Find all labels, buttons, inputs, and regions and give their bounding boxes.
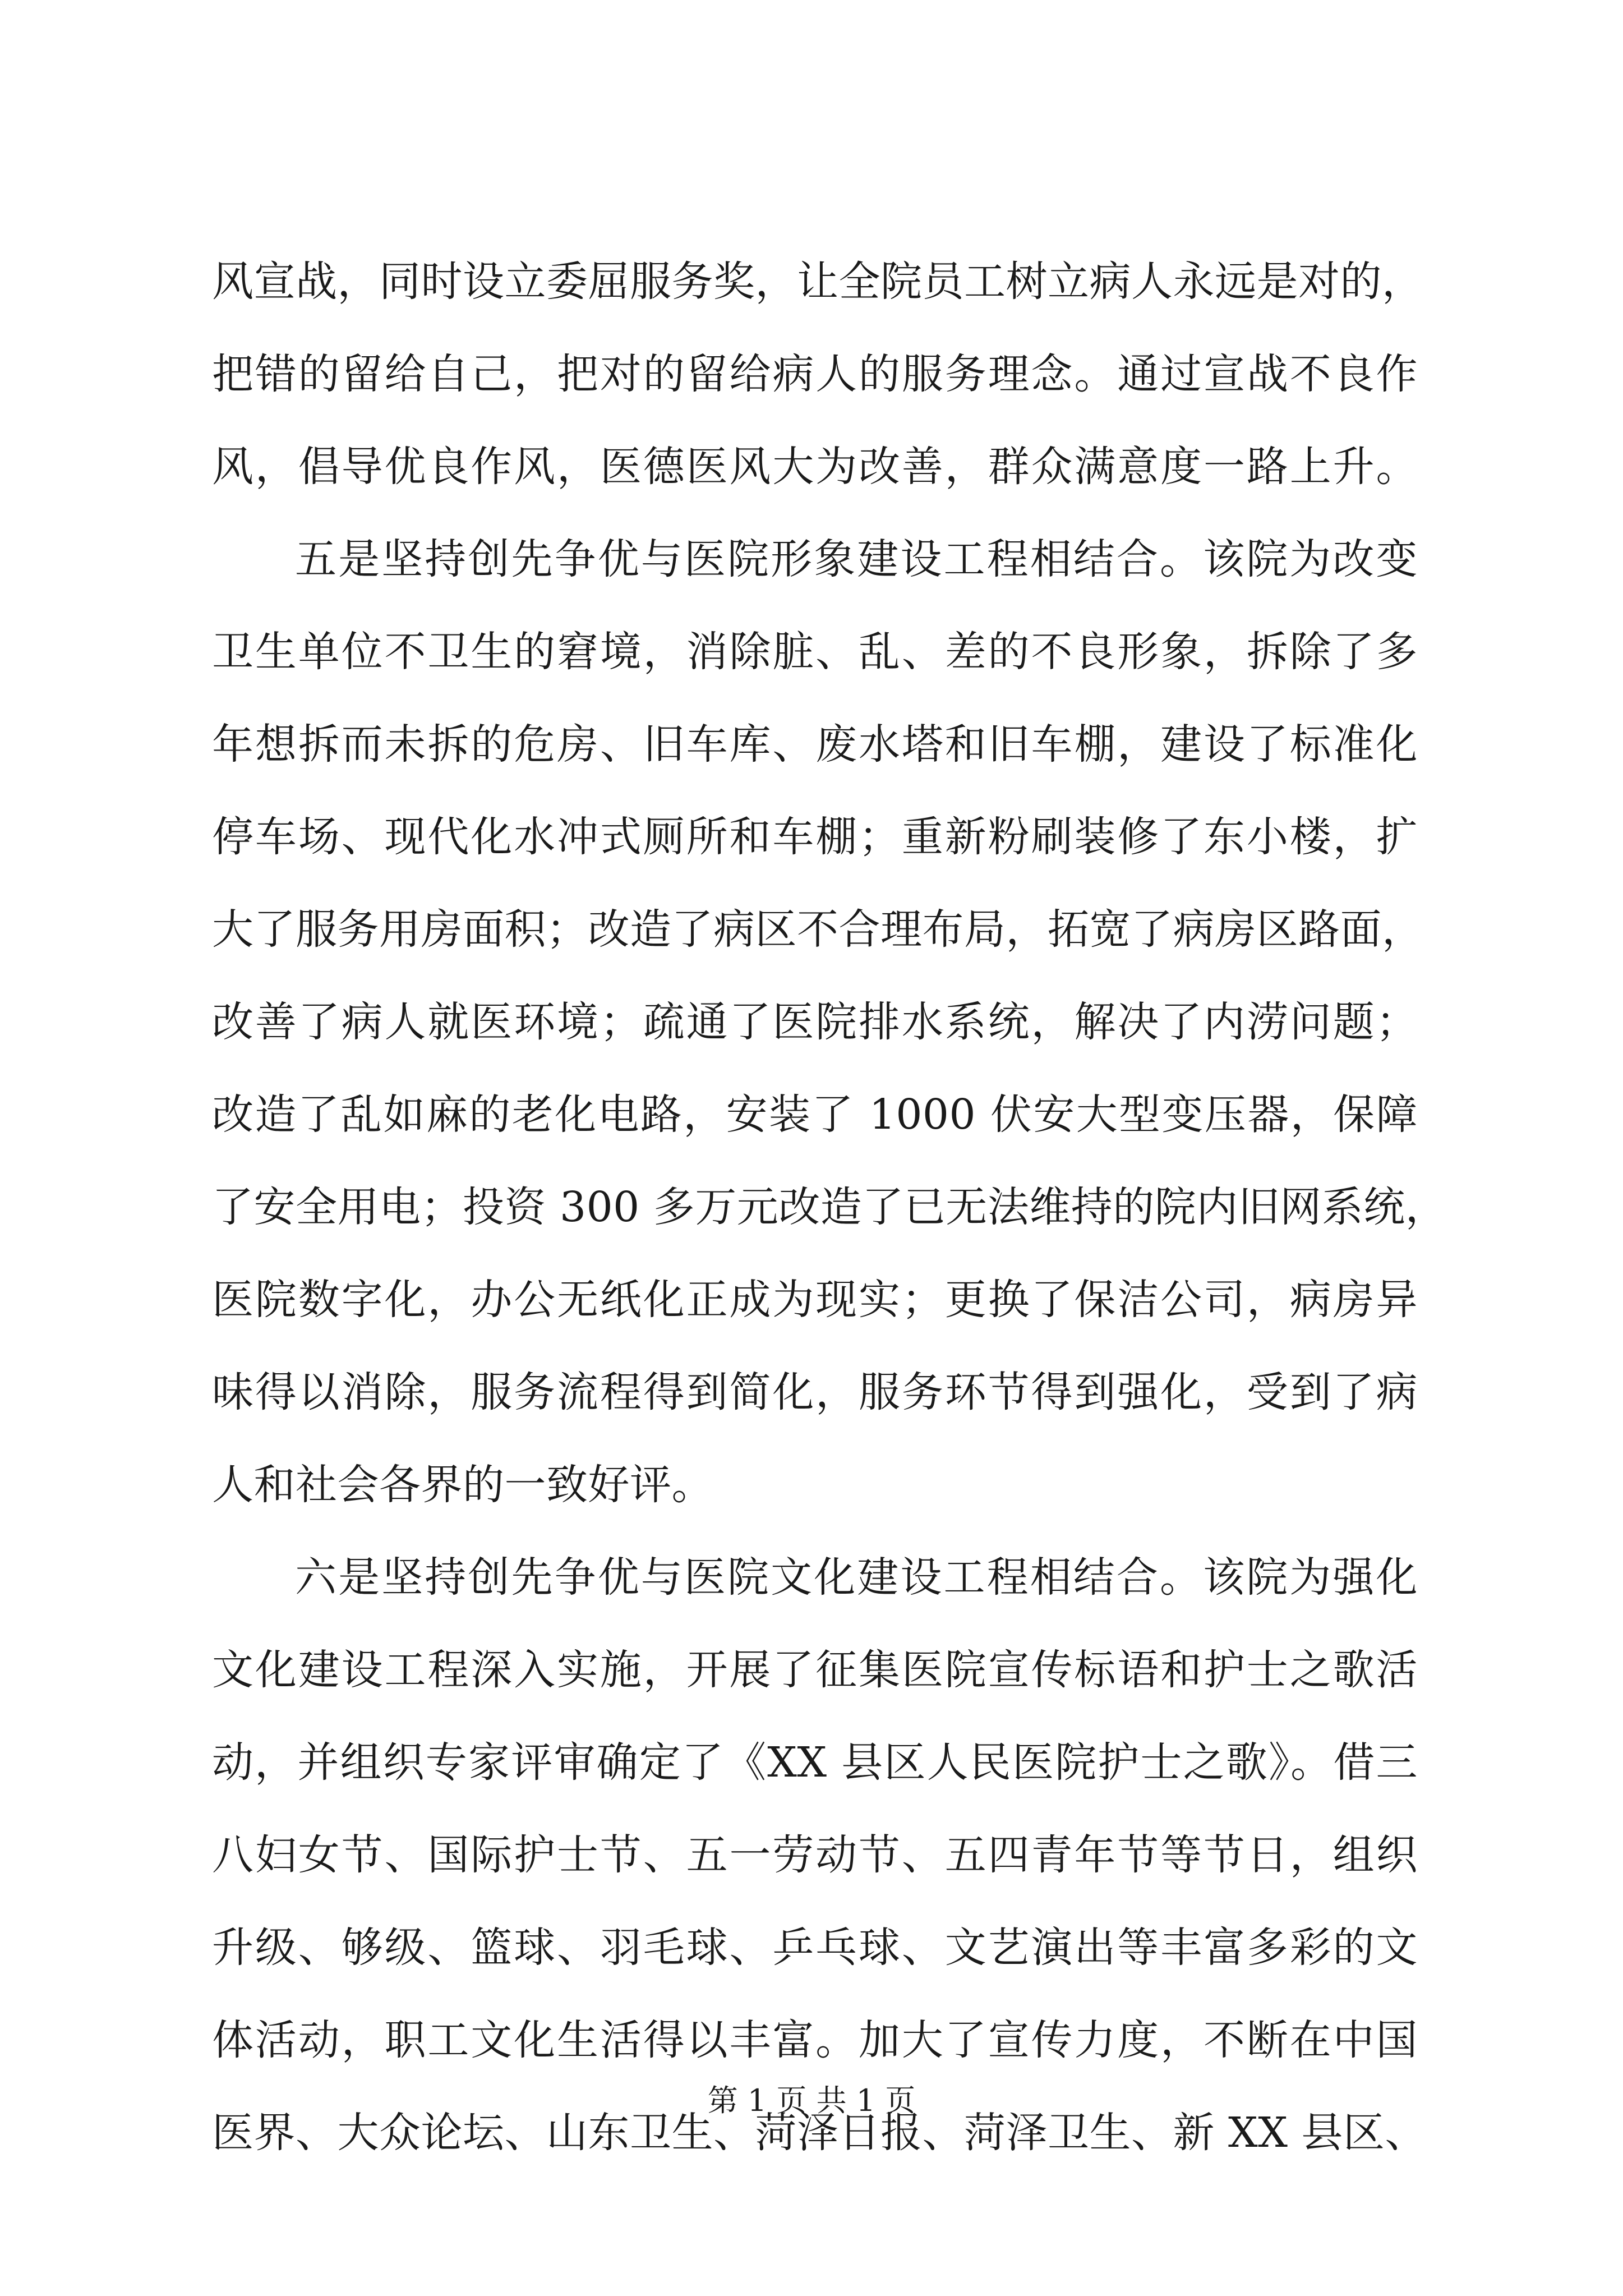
text-line: 动，并组织专家评审确定了《XX 县区人民医院护士之歌》。借三 — [212, 1738, 1418, 1787]
text-line: 了安全用电；投资 300 多万元改造了已无法维持的院内旧网系统， — [212, 1183, 1447, 1231]
text-line: 停车场、现代化水冲式厕所和车棚；重新粉刷装修了东小楼，扩 — [212, 813, 1418, 861]
text-line: 味得以消除，服务流程得到简化，服务环节得到强化，受到了病 — [212, 1368, 1418, 1416]
text-line: 改造了乱如麻的老化电路，安装了 1000 伏安大型变压器，保障 — [212, 1091, 1418, 1139]
text-line: 医界、大众论坛、山东卫生、菏泽日报、菏泽卫生、新 XX 县区、 — [212, 2109, 1427, 2157]
document-body — [212, 236, 1447, 2179]
text-line: 卫生单位不卫生的窘境，消除脏、乱、差的不良形象，拆除了多 — [212, 628, 1418, 676]
text-line: 升级、够级、篮球、羽毛球、乒乓球、文艺演出等丰富多彩的文 — [212, 1924, 1418, 1972]
text-line: 改善了病人就医环境；疏通了医院排水系统，解决了内涝问题； — [212, 998, 1418, 1046]
text-line: 大了服务用房面积；改造了病区不合理布局，拓宽了病房区路面， — [212, 905, 1424, 954]
text-line: 人和社会各界的一致好评。 — [212, 1461, 713, 1509]
text-line: 把错的留给自己，把对的留给病人的服务理念。通过宣战不良作 — [212, 350, 1418, 398]
text-line: 五是坚持创先争优与医院形象建设工程相结合。该院为改变 — [295, 535, 1418, 583]
text-line: 年想拆而未拆的危房、旧车库、废水塔和旧车棚，建设了标准化 — [212, 720, 1418, 769]
text-line: 文化建设工程深入实施，开展了征集医院宣传标语和护士之歌活 — [212, 1646, 1418, 1694]
text-line: 六是坚持创先争优与医院文化建设工程相结合。该院为强化 — [295, 1553, 1418, 1602]
text-line: 体活动，职工文化生活得以丰富。加大了宣传力度，不断在中国 — [212, 2016, 1418, 2064]
text-line: 医院数字化，办公无纸化正成为现实；更换了保洁公司，病房异 — [212, 1276, 1418, 1324]
text-line: 风宣战，同时设立委屈服务奖，让全院员工树立病人永远是对的， — [212, 257, 1424, 306]
text-line: 风，倡导优良作风，医德医风大为改善，群众满意度一路上升。 — [212, 443, 1418, 491]
page-footer: 第 1 页 共 1 页 — [707, 2083, 916, 2118]
text-line: 八妇女节、国际护士节、五一劳动节、五四青年节等节日，组织 — [212, 1831, 1418, 1879]
